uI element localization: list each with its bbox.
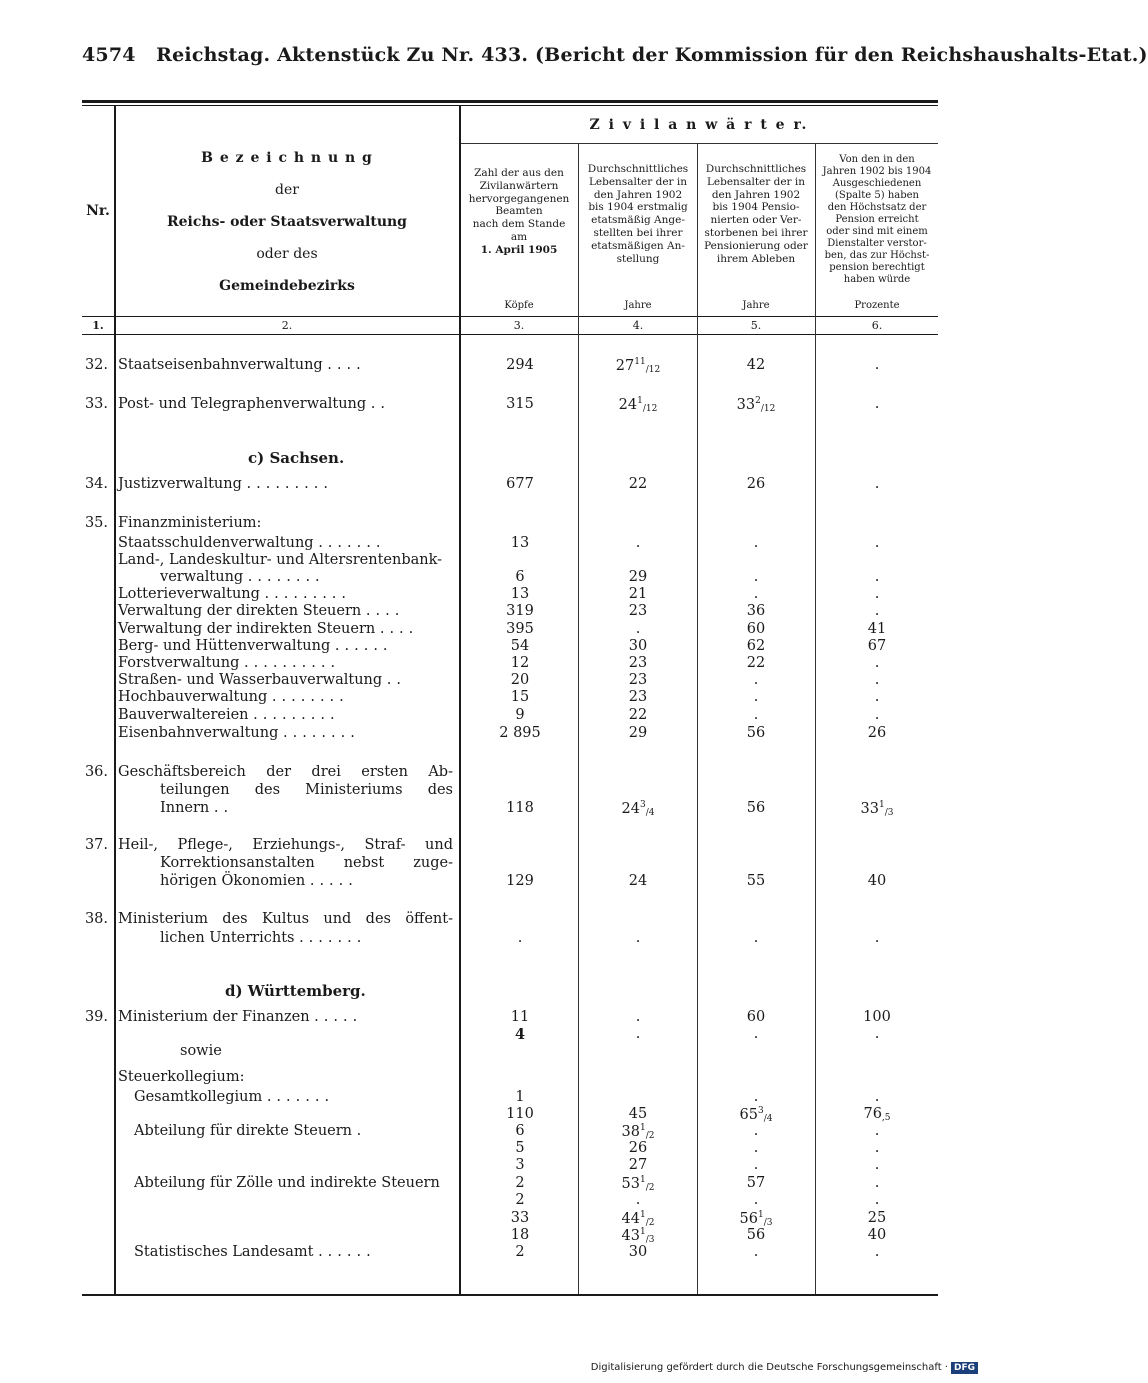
top-thin-rule [82, 105, 938, 106]
header-col5-line: den Jahren 1902 [711, 188, 801, 201]
colnum-3: 3. [513, 319, 525, 332]
cell-c5: . [753, 1157, 759, 1173]
table-row [0, 1089, 1000, 1107]
row-label: Bauverwaltereien ......... [118, 707, 340, 723]
row-nr: 33. [84, 396, 108, 412]
cell-c3: 20 [510, 672, 530, 688]
cell-c3: 129 [506, 873, 534, 889]
header-bez-line-2: der [275, 182, 299, 198]
cell-c3: 18 [510, 1227, 530, 1243]
header-col6-line: pension berechtigt [829, 262, 925, 273]
cell-c3: 11 [510, 1009, 530, 1025]
table-row [0, 689, 1000, 707]
row-label: Lotterieverwaltung ......... [118, 586, 352, 602]
table-row [0, 855, 1000, 873]
table-row [0, 672, 1000, 690]
page-header [82, 44, 1148, 66]
cell-c6: $33^1_{/3}$ [860, 800, 894, 818]
cell-c3: 5 [515, 1140, 525, 1156]
header-col4 [580, 163, 696, 265]
row-nr: 35. [84, 515, 108, 531]
cell-c4: . [635, 1026, 641, 1042]
header-bezeichnung [116, 142, 458, 302]
cell-c5: . [753, 1244, 759, 1260]
cell-c5: . [753, 1140, 759, 1156]
cell-c4: 23 [628, 672, 648, 688]
group-header-rule [460, 143, 938, 144]
cell-c4: $24^1_{/12}$ [618, 396, 658, 414]
cell-c6: 41 [867, 621, 887, 637]
header-col4-line: etatsmäßig Ange- [591, 214, 685, 227]
row-label: Land-, Landeskultur- und Altersrentenbank- [118, 552, 443, 568]
cell-c5: . [753, 569, 759, 585]
cell-c3: 6 [515, 569, 525, 585]
colnum-1: 1. [92, 319, 104, 332]
cell-c5: 56 [746, 800, 766, 816]
cell-c3: 2 [515, 1192, 525, 1208]
cell-c4: . [635, 621, 641, 637]
header-col4-line: bis 1904 erstmalig [588, 201, 688, 214]
cell-c4: 24 [628, 873, 648, 889]
header-bez-line-4: oder des [256, 246, 318, 262]
table-row [0, 1175, 1000, 1193]
header-col5-line: storbenen bei ihrer [704, 226, 808, 239]
table-row [0, 764, 1000, 782]
cell-c5: 26 [746, 476, 766, 492]
row-nr: 39. [84, 1009, 108, 1025]
cell-c5: . [753, 672, 759, 688]
header-col6-line: Jahren 1902 bis 1904 [822, 166, 932, 177]
table-row [0, 515, 1000, 533]
table-row [0, 1192, 1000, 1210]
cell-c5: 55 [746, 873, 766, 889]
header-col3-line: Zivilanwärtern [479, 179, 559, 192]
cell-c6: . [874, 1157, 880, 1173]
cell-c6: 26 [867, 725, 887, 741]
table-row [0, 1069, 1000, 1087]
table-row [0, 1210, 1000, 1228]
table-row [0, 1026, 1000, 1044]
header-col4-line: etatsmäßigen An- [591, 239, 685, 252]
row-nr: 38. [84, 911, 108, 927]
cell-c3: 54 [510, 638, 530, 654]
cell-c3: 677 [506, 476, 534, 492]
row-label: Verwaltung der indirekten Steuern .... [118, 621, 419, 637]
cell-c3: 9 [515, 707, 525, 723]
header-col5-line: Durchschnittliches [705, 163, 807, 175]
header-col3-line: Zahl der aus den [474, 167, 564, 179]
cell-c5: 56 [746, 1227, 766, 1243]
table-row [0, 873, 1000, 891]
cell-c5: 56 [746, 725, 766, 741]
cell-c4: 23 [628, 689, 648, 705]
colnum-6: 6. [871, 319, 883, 332]
cell-c5: 57 [746, 1175, 766, 1191]
cell-c4: 22 [628, 707, 648, 723]
cell-c3: 12 [510, 655, 530, 671]
cell-c5: . [753, 930, 759, 946]
row-label: Korrektionsanstalten nebst zuge- [160, 855, 453, 871]
colnum-2: 2. [281, 319, 293, 332]
row-label: Gesamtkollegium ....... [134, 1089, 335, 1105]
row-label: Post- und Telegraphenverwaltung .. [118, 396, 390, 412]
cell-c5: . [753, 1123, 759, 1139]
section-heading-wuerttemberg: d) Württemberg. [225, 982, 366, 1000]
header-col5-line: ihrem Ableben [716, 252, 796, 265]
header-nr: Nr. [86, 203, 110, 219]
cell-c6: 40 [867, 1227, 887, 1243]
cell-c5: $56^1_{/3}$ [739, 1210, 773, 1228]
table-bottom-rule [82, 1294, 938, 1296]
header-bez-line-1: B e z e i c h n u n g [201, 150, 373, 166]
table-row [0, 638, 1000, 656]
page-number: 4574 [82, 44, 136, 66]
header-zivilanwaerter: Z i v i l a n w ä r t e r. [589, 117, 809, 133]
header-col4-unit: Jahre [624, 300, 652, 311]
cell-c4: 26 [628, 1140, 648, 1156]
header-col4-line: Durchschnittliches [587, 163, 689, 175]
row-nr: 32. [84, 357, 108, 373]
header-col6-line: ben, das zur Höchst- [824, 250, 930, 261]
cell-c3: 13 [510, 535, 530, 551]
cell-c6: . [874, 535, 880, 551]
table-row [0, 1123, 1000, 1141]
cell-c3: 4 [514, 1026, 526, 1043]
cell-c6: . [874, 1089, 880, 1105]
cell-c4: $27^{11}_{/12}$ [615, 357, 661, 375]
table-row [0, 725, 1000, 743]
cell-c6: . [874, 930, 880, 946]
cell-c6: . [874, 1140, 880, 1156]
row-label: Verwaltung der direkten Steuern .... [118, 603, 405, 619]
section-heading-sachsen: c) Sachsen. [248, 449, 345, 467]
cell-c4: 23 [628, 603, 648, 619]
row-label: Berg- und Hüttenverwaltung ...... [118, 638, 393, 654]
header-col4-line: stellung [616, 252, 660, 265]
cell-c5: 22 [746, 655, 766, 671]
cell-c6: . [874, 603, 880, 619]
header-col5 [698, 163, 814, 265]
cell-c6: 40 [867, 873, 887, 889]
dfg-logo: DFG [951, 1362, 978, 1374]
cell-c3: 3 [515, 1157, 525, 1173]
row-label: Hochbauverwaltung ........ [118, 689, 349, 705]
cell-c5: . [753, 707, 759, 723]
table-row [0, 1106, 1000, 1124]
table-row [0, 930, 1000, 948]
table-row [0, 476, 1000, 494]
row-nr: 36. [84, 764, 108, 780]
header-col6-line: Dienstalter verstor- [827, 238, 927, 249]
cell-c3: 2 895 [499, 725, 541, 741]
cell-c5: 60 [746, 621, 766, 637]
header-col6-line: Pension erreicht [835, 214, 919, 225]
header-col3-line: Beamten [495, 205, 543, 218]
cell-c5: . [753, 689, 759, 705]
cell-c4: 45 [628, 1106, 648, 1122]
row-label: Staatseisenbahnverwaltung .... [118, 357, 366, 373]
row-label: Ministerium des Kultus und des öffent- [118, 911, 453, 927]
header-col4-line: Lebensalter der in [588, 175, 688, 188]
cell-c4: 29 [628, 725, 648, 741]
cell-c5: $65^3_{/4}$ [739, 1106, 773, 1124]
cell-c4: $53^1_{/2}$ [621, 1175, 655, 1193]
cell-c4: 30 [628, 1244, 648, 1260]
header-bez-line-3: Reichs- oder Staatsverwaltung [167, 214, 407, 230]
cell-c4: . [635, 1009, 641, 1025]
header-col6-line: haben würde [843, 274, 911, 285]
top-double-rule [82, 100, 938, 103]
header-col6 [816, 154, 938, 286]
header-col3-line: 1. April 1905 [480, 243, 558, 256]
header-col5-unit: Jahre [742, 300, 770, 311]
table-row [0, 586, 1000, 604]
table-row [0, 396, 1000, 414]
header-col3-line: am [510, 230, 528, 243]
cell-c3: . [517, 930, 523, 946]
footer-text: Digitalisierung gefördert durch die Deutsche Forschungsgemeinschaft · [590, 1362, 948, 1373]
row-label: verwaltung ........ [160, 569, 325, 585]
cell-c6: 67 [867, 638, 887, 654]
table-row [0, 1157, 1000, 1175]
table-row [0, 603, 1000, 621]
header-col6-line: den Höchstsatz der [827, 202, 927, 213]
cell-c3: 2 [515, 1175, 525, 1191]
header-col3 [461, 167, 577, 257]
cell-c4: $24^3_{/4}$ [621, 800, 655, 818]
row-label: Ministerium der Finanzen ..... [118, 1009, 363, 1025]
row-label: Abteilung für Zölle und indirekte Steuern [134, 1175, 440, 1191]
colnum-5: 5. [750, 319, 762, 332]
table-row [0, 800, 1000, 818]
cell-c5: 42 [746, 357, 766, 373]
cell-c3: 6 [515, 1123, 525, 1139]
header-col5-line: Lebensalter der in [706, 175, 806, 188]
row-label: Straßen- und Wasserbauverwaltung .. [118, 672, 406, 688]
cell-c5: 62 [746, 638, 766, 654]
header-col6-line: (Spalte 5) haben [834, 190, 920, 201]
row-label: Steuerkollegium: [118, 1069, 245, 1085]
table-row [0, 1140, 1000, 1158]
cell-c4: . [635, 535, 641, 551]
table-row [0, 1244, 1000, 1262]
cell-c4: $43^1_{/3}$ [621, 1227, 655, 1245]
footer-credit [591, 1362, 978, 1374]
cell-c4: . [635, 1192, 641, 1208]
cell-c6: 25 [867, 1210, 887, 1226]
row-label: Statistisches Landesamt ...... [134, 1244, 376, 1260]
cell-c6: . [874, 672, 880, 688]
row-label: Staatsschuldenverwaltung ....... [118, 535, 386, 551]
cell-c3: 319 [506, 603, 534, 619]
cell-c6: . [874, 707, 880, 723]
cell-c6: . [874, 396, 880, 412]
cell-c4: 27 [628, 1157, 648, 1173]
cell-c3: 110 [506, 1106, 534, 1122]
cell-c3: 15 [510, 689, 530, 705]
table-row [0, 552, 1000, 570]
cell-c6: . [874, 1175, 880, 1191]
row-label: Heil-, Pflege-, Erziehungs-, Straf- und [118, 837, 453, 853]
cell-c3: 118 [506, 800, 534, 816]
cell-c5: . [753, 1026, 759, 1042]
cell-c6: . [874, 357, 880, 373]
cell-c6: . [874, 1123, 880, 1139]
colnum-bottom-rule [82, 334, 938, 335]
table-row [0, 621, 1000, 639]
cell-c6: . [874, 655, 880, 671]
cell-c3: 315 [506, 396, 534, 412]
cell-c4: $38^1_{/2}$ [621, 1123, 655, 1141]
page-title: Reichstag. Aktenstück Zu Nr. 433. (Bericht der Kommission für den Reichshaushalts-Etat.) [156, 44, 1148, 66]
row-nr: 37. [84, 837, 108, 853]
cell-c6: . [874, 476, 880, 492]
cell-c5: . [753, 1089, 759, 1105]
header-col3-line: hervorgegangenen [468, 192, 570, 205]
header-col5-line: Pensionierung oder [704, 239, 808, 252]
row-label: Innern .. [160, 800, 234, 816]
cell-c4: $44^1_{/2}$ [621, 1210, 655, 1228]
header-col3-unit: Köpfe [504, 300, 534, 311]
cell-c5: 60 [746, 1009, 766, 1025]
cell-c6: 100 [863, 1009, 891, 1025]
cell-c5: . [753, 1192, 759, 1208]
header-col4-line: stellten bei ihrer [593, 226, 683, 239]
table-row [0, 837, 1000, 855]
row-label: lichen Unterrichts ....... [160, 930, 367, 946]
cell-c6: . [874, 1026, 880, 1042]
cell-c4: 29 [628, 569, 648, 585]
header-bez-line-5: Gemeindebezirks [219, 278, 355, 294]
cell-c3: 395 [506, 621, 534, 637]
cell-c4: 30 [628, 638, 648, 654]
table-row [0, 569, 1000, 587]
table-row [0, 535, 1000, 553]
cell-c6: . [874, 569, 880, 585]
cell-c4: 23 [628, 655, 648, 671]
cell-c4: 22 [628, 476, 648, 492]
cell-c4: . [635, 930, 641, 946]
cell-c6: . [874, 689, 880, 705]
row-label: sowie [180, 1043, 222, 1059]
cell-c5: $33^2_{/12}$ [736, 396, 776, 414]
row-label: Forstverwaltung .......... [118, 655, 341, 671]
cell-c4: 21 [628, 586, 648, 602]
table-row [0, 655, 1000, 673]
header-col5-line: bis 1904 Pensio- [712, 201, 800, 214]
table-row [0, 1227, 1000, 1245]
cell-c6: . [874, 586, 880, 602]
table-row [0, 782, 1000, 800]
cell-c6: $76_{,5}$ [863, 1106, 891, 1123]
row-label: Eisenbahnverwaltung ........ [118, 725, 360, 741]
colnum-4: 4. [632, 319, 644, 332]
header-col5-line: nierten oder Ver- [710, 214, 802, 227]
row-nr: 34. [84, 476, 108, 492]
header-col6-line: oder sind mit einem [826, 226, 928, 237]
cell-c6: . [874, 1244, 880, 1260]
table-row [0, 357, 1000, 375]
row-label: teilungen des Ministeriums des [160, 782, 453, 798]
row-label: Finanzministerium: [118, 515, 262, 531]
cell-c5: . [753, 586, 759, 602]
row-label: Abteilung für direkte Steuern . [134, 1123, 367, 1139]
cell-c3: 13 [510, 586, 530, 602]
header-col6-line: Von den in den [839, 154, 915, 165]
header-col4-line: den Jahren 1902 [593, 188, 683, 201]
cell-c3: 2 [515, 1244, 525, 1260]
cell-c3: 33 [510, 1210, 530, 1226]
row-label: hörigen Ökonomien ..... [160, 873, 358, 889]
row-label: Justizverwaltung ......... [118, 476, 333, 492]
table-row [0, 707, 1000, 725]
cell-c5: . [753, 535, 759, 551]
header-col6-unit: Prozente [854, 300, 900, 311]
table-row [0, 1009, 1000, 1027]
cell-c3: 294 [506, 357, 534, 373]
table-row [0, 911, 1000, 929]
cell-c3: 1 [515, 1089, 525, 1105]
table-row [0, 1043, 1000, 1061]
header-bottom-rule [82, 316, 938, 317]
header-col6-line: Ausgeschiedenen [832, 178, 922, 189]
cell-c5: 36 [746, 603, 766, 619]
row-label: Geschäftsbereich der drei ersten Ab- [118, 764, 453, 780]
cell-c6: . [874, 1192, 880, 1208]
header-col3-line: nach dem Stande [472, 218, 566, 231]
